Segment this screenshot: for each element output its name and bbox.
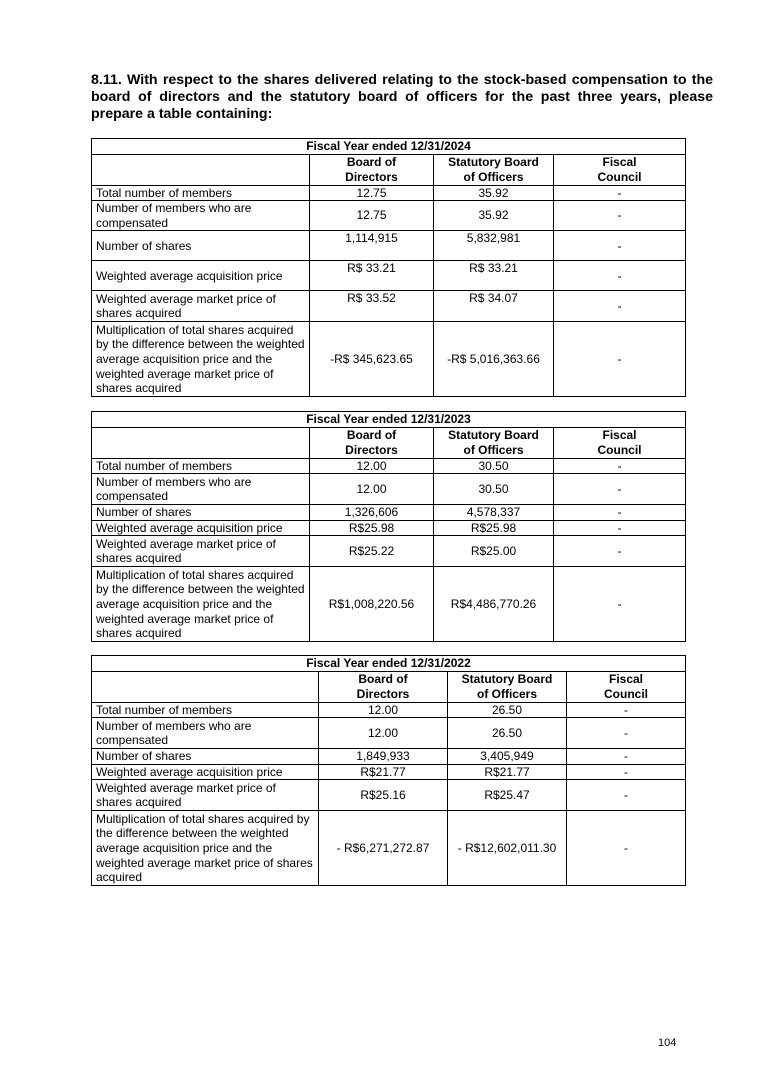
col-header-board: Board of Directors xyxy=(310,154,434,185)
cell-board: 12.00 xyxy=(310,474,434,505)
cell-fiscal: - xyxy=(554,201,686,231)
col-header-fiscal: Fiscal Council xyxy=(554,427,686,458)
cell-statutory: 3,405,949 xyxy=(448,749,567,765)
row-label: Number of shares xyxy=(92,505,310,521)
cell-board: 12.75 xyxy=(310,185,434,201)
cell-statutory: 30.50 xyxy=(434,474,554,505)
cell-board: 1,326,606 xyxy=(310,505,434,521)
table-row xyxy=(92,718,686,749)
col-header-statutory: Statutory Board of Officers xyxy=(434,154,554,185)
table-row xyxy=(92,505,686,521)
cell-statutory: R$25.00 xyxy=(434,536,554,567)
row-label: Weighted average market price of shares acquired xyxy=(92,291,310,322)
cell-statutory: R$25.98 xyxy=(434,520,554,536)
cell-statutory: 5,832,981 xyxy=(434,231,554,261)
cell-board: R$21.77 xyxy=(319,764,448,780)
cell-fiscal: - xyxy=(554,185,686,201)
table-row xyxy=(92,749,686,765)
table-row xyxy=(92,458,686,474)
cell-fiscal: - xyxy=(567,780,686,811)
col-header-board: Board of Directors xyxy=(319,671,448,702)
cell-fiscal: - xyxy=(567,702,686,718)
row-label: Number of shares xyxy=(92,749,319,765)
cell-fiscal: - xyxy=(554,231,686,261)
year-title: Fiscal Year ended 12/31/2022 xyxy=(92,656,686,672)
col-header-fiscal: Fiscal Council xyxy=(567,671,686,702)
cell-fiscal: - xyxy=(554,567,686,642)
corner-cell xyxy=(92,671,319,702)
cell-statutory: 35.92 xyxy=(434,201,554,231)
cell-statutory: 30.50 xyxy=(434,458,554,474)
cell-fiscal: - xyxy=(567,764,686,780)
cell-board: 1,849,933 xyxy=(319,749,448,765)
cell-statutory: 4,578,337 xyxy=(434,505,554,521)
cell-board: R$25.16 xyxy=(319,780,448,811)
cell-fiscal: - xyxy=(567,811,686,886)
cell-statutory: 26.50 xyxy=(448,702,567,718)
cell-fiscal: - xyxy=(554,291,686,322)
cell-fiscal: - xyxy=(554,536,686,567)
table-row xyxy=(92,536,686,567)
cell-fiscal: - xyxy=(554,505,686,521)
table-row xyxy=(92,474,686,505)
cell-board: -R$ 345,623.65 xyxy=(310,322,434,397)
row-label: Total number of members xyxy=(92,185,310,201)
cell-fiscal: - xyxy=(554,261,686,291)
cell-statutory: R$ 34.07 xyxy=(434,291,554,322)
row-label: Weighted average market price of shares acquired xyxy=(92,536,310,567)
table-fy-2024 xyxy=(91,138,686,397)
row-label: Multiplication of total shares acquired by the difference between the weighted average acquisition price and the weighted average market price of shares acquired xyxy=(92,811,319,886)
cell-statutory: - R$12,602,011.30 xyxy=(448,811,567,886)
row-label: Weighted average acquisition price xyxy=(92,261,310,291)
col-header-statutory: Statutory Board of Officers xyxy=(434,427,554,458)
table-row xyxy=(92,764,686,780)
row-label: Number of members who are compensated xyxy=(92,474,310,505)
year-title: Fiscal Year ended 12/31/2024 xyxy=(92,139,686,155)
cell-board: R$25.98 xyxy=(310,520,434,536)
table-row xyxy=(92,322,686,397)
cell-statutory: R$25.47 xyxy=(448,780,567,811)
cell-board: 1,114,915 xyxy=(310,231,434,261)
cell-fiscal: - xyxy=(567,749,686,765)
table-fy-2023 xyxy=(91,411,686,642)
table-row xyxy=(92,780,686,811)
row-label: Total number of members xyxy=(92,458,310,474)
table-row xyxy=(92,811,686,886)
table-row xyxy=(92,185,686,201)
table-row xyxy=(92,261,686,291)
row-label: Total number of members xyxy=(92,702,319,718)
row-label: Weighted average market price of shares acquired xyxy=(92,780,319,811)
cell-fiscal: - xyxy=(554,474,686,505)
cell-statutory: 35.92 xyxy=(434,185,554,201)
cell-fiscal: - xyxy=(554,520,686,536)
section-heading: 8.11. With respect to the shares delivered relating to the stock-based compensation to the board of directors and the statutory board of officers for the past three years, please prepare a table containing: xyxy=(91,72,713,122)
row-label: Multiplication of total shares acquired by the difference between the weighted average acquisition price and the weighted average market price of shares acquired xyxy=(92,567,310,642)
row-label: Number of shares xyxy=(92,231,310,261)
cell-fiscal: - xyxy=(567,718,686,749)
cell-board: 12.00 xyxy=(319,702,448,718)
row-label: Number of members who are compensated xyxy=(92,718,319,749)
year-title: Fiscal Year ended 12/31/2023 xyxy=(92,412,686,428)
row-label: Weighted average acquisition price xyxy=(92,764,319,780)
cell-board: R$25.22 xyxy=(310,536,434,567)
cell-board: 12.75 xyxy=(310,201,434,231)
col-header-statutory: Statutory Board of Officers xyxy=(448,671,567,702)
table-row xyxy=(92,520,686,536)
table-row xyxy=(92,201,686,231)
corner-cell xyxy=(92,427,310,458)
cell-board: 12.00 xyxy=(310,458,434,474)
page-number: 104 xyxy=(658,1037,677,1049)
cell-statutory: R$ 33.21 xyxy=(434,261,554,291)
cell-fiscal: - xyxy=(554,458,686,474)
cell-fiscal: - xyxy=(554,322,686,397)
col-header-board: Board of Directors xyxy=(310,427,434,458)
row-label: Weighted average acquisition price xyxy=(92,520,310,536)
cell-board: R$ 33.21 xyxy=(310,261,434,291)
corner-cell xyxy=(92,154,310,185)
table-row xyxy=(92,291,686,322)
row-label: Number of members who are compensated xyxy=(92,201,310,231)
table-fy-2022 xyxy=(91,655,686,886)
cell-statutory: R$21.77 xyxy=(448,764,567,780)
table-row xyxy=(92,231,686,261)
cell-statutory: R$4,486,770.26 xyxy=(434,567,554,642)
table-row xyxy=(92,567,686,642)
cell-statutory: -R$ 5,016,363.66 xyxy=(434,322,554,397)
cell-board: R$ 33.52 xyxy=(310,291,434,322)
cell-board: R$1,008,220.56 xyxy=(310,567,434,642)
col-header-fiscal: Fiscal Council xyxy=(554,154,686,185)
cell-statutory: 26.50 xyxy=(448,718,567,749)
row-label: Multiplication of total shares acquired by the difference between the weighted average acquisition price and the weighted average market price of shares acquired xyxy=(92,322,310,397)
cell-board: 12.00 xyxy=(319,718,448,749)
table-row xyxy=(92,702,686,718)
cell-board: - R$6,271,272.87 xyxy=(319,811,448,886)
